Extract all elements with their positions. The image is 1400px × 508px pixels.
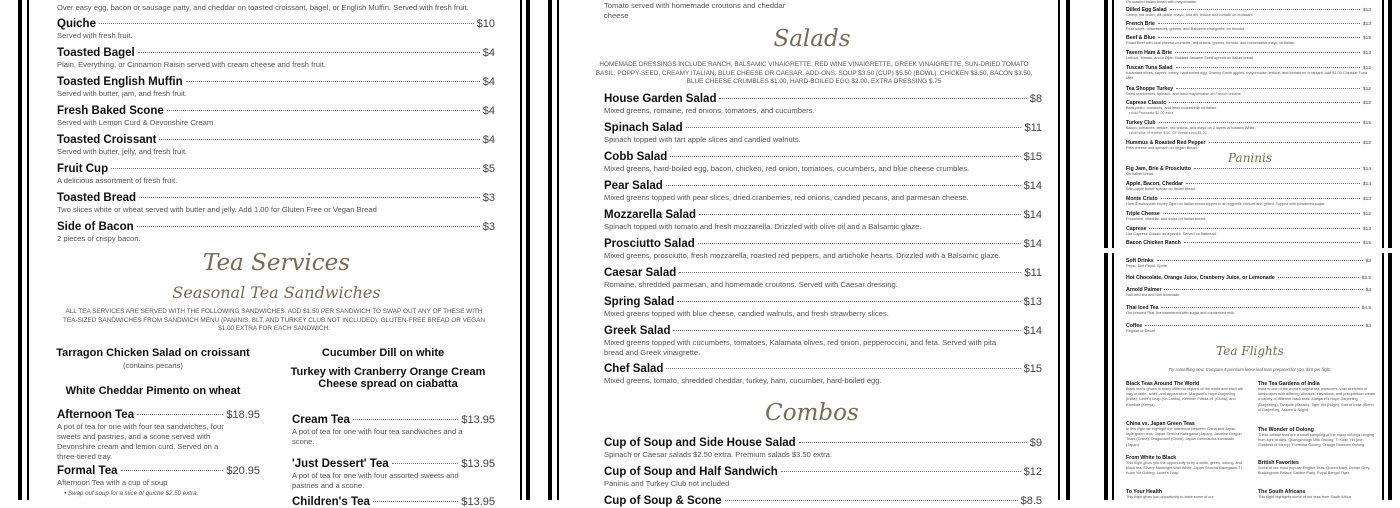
flight-description: This flight highlights some of our teas from South Africa <box>1258 495 1351 499</box>
item-price: $15 <box>1362 36 1371 41</box>
item-description: Served with fresh fruit. <box>57 31 133 40</box>
item-price: $13 <box>1023 296 1042 308</box>
item-name: Soft Drinks <box>1126 258 1154 264</box>
menu-page-sandwiches <box>1118 0 1382 248</box>
dot-leader <box>673 330 1020 331</box>
sandwich-caprese-classic <box>1126 100 1371 115</box>
sandwich-name: Cucumber Dill on white <box>321 347 445 359</box>
combo-soup-half-sandwich <box>604 466 1042 489</box>
dot-leader <box>1149 228 1360 229</box>
dot-leader <box>1161 198 1360 199</box>
salad-house-garden <box>604 93 1042 116</box>
item-name: House Garden Salad <box>604 93 717 105</box>
item-name: Triple Cheese <box>1126 211 1160 217</box>
dot-leader <box>677 301 1020 302</box>
item-description: Mixed greens, romaine, red onions, tomatoes, and cucumbers. <box>604 106 815 115</box>
flight-name: Black Teas Around The World <box>1126 381 1200 387</box>
item-description: Mixed greens, prosciutto, fresh mozzarella, roasted red peppers, and artichoke hearts. Drizzled with a Balsamic glaze. <box>604 251 1001 260</box>
item-description: Ham & swiss with Honey Dijon on Italian bread dipped in an egg/milk mixture and grilled. Topped with powdered sugar. <box>1126 202 1326 206</box>
item-description: Our brewed Thai Tea sweetened with sugar and condensed milk. <box>1126 311 1235 315</box>
item-name: Monte Cristo <box>1126 196 1158 202</box>
item-description: 2 pieces of crispy bacon. <box>57 234 141 243</box>
item-name: Spinach Salad <box>604 122 683 134</box>
flights-note: Try something new. Compare 4 premium loose leaf teas prepared for you. $10 per flight. <box>1168 367 1332 372</box>
dot-leader <box>159 139 479 140</box>
flight-black-teas <box>1126 381 1244 408</box>
dot-leader <box>1184 242 1360 243</box>
item-price: $14 <box>1362 167 1371 172</box>
item-price: $3 <box>1365 259 1371 264</box>
item-price: $4.5 <box>1361 306 1371 311</box>
menu-item-toasted-bagel <box>57 47 495 70</box>
item-price: $13.95 <box>461 496 495 508</box>
item-description: Paninis and Turkey Club not included <box>604 479 730 488</box>
item-name: Dilled Egg Salad <box>1126 7 1167 13</box>
dot-leader <box>1278 277 1359 278</box>
item-name: French Brie <box>1126 21 1155 27</box>
item-price: $12 <box>1362 101 1371 106</box>
item-price: $15 <box>1362 241 1371 246</box>
flight-name: To Your Health <box>1126 489 1163 495</box>
sandwich-name: Tarragon Chicken Salad on croissant <box>56 347 250 359</box>
item-name: Toasted Bread <box>57 192 137 204</box>
item-description: Our Caprese Classic as a panini. Served on flatbread. <box>1126 232 1217 236</box>
tea-service-just-dessert <box>292 458 495 491</box>
item-description: Two slices white or wheat served with butter and jelly. Add 1.00 for Gluten Free or Vegan Bread <box>57 205 377 214</box>
section-title-paninis: Paninis <box>1228 151 1272 165</box>
item-price: $4 <box>482 47 495 59</box>
flight-description: In this flight we highlight the difference between China and Japan style green teas. Japan Sencha Kakegawa (Japan), Jasmine Dragon Tears (China), Dragonwell (China), Japan Genmaicha Yamasaki (Japan). <box>1126 427 1242 447</box>
dot-leader <box>1194 168 1360 169</box>
item-description: A pot of tea for one with four assorted sweets and pastries and a scone. <box>292 471 459 490</box>
item-name: Tea Shoppe Turkey <box>1126 86 1174 92</box>
dot-leader <box>1158 23 1360 24</box>
panini-caprese <box>1126 226 1371 237</box>
item-name: Turkey Club <box>1126 120 1156 126</box>
item-name: Tuscan Tuna Salad <box>1126 65 1173 71</box>
item-name: Children's Tea <box>292 496 370 508</box>
item-price: $15 <box>1023 363 1042 375</box>
sandwich-name: Turkey with Cranberry Orange Cream Cheese spread on ciabatta <box>290 366 486 390</box>
flight-name: The Tea Gardens of India <box>1258 381 1320 387</box>
salads-note: HOMEMADE DRESSINGS INCLUDE RANCH, BALSAMIC VINAIGRETTE, RED WINE VINAIGRETTE, GREEK VINAIGRETTE, SUN-DRIED TOMATO BASIL, POPPY-SEED, CREAMY ITALIAN, BLUE CHEESE OR CAESAR. ADD-ONS: SOUP $3.50 (CUP) $5.50 (BOWL). CHICKEN $3.50, BACON $3.50, BLUE CHEESE CRUMBLES $1.00, HARD-BOILED EGG $2.00, EXTRA DRESSING $.75 <box>595 61 1033 85</box>
item-price: $4 <box>482 76 495 88</box>
item-description: Basil pesto, tomatoes, and fresh mozzarella on Italian. <box>1126 106 1218 110</box>
item-name: Bacon Chicken Ranch <box>1126 240 1181 246</box>
item-description: Kalamata olives, capers, celery, hard boiled egg, Granny Smith apples, mayonnaise, lettuce, and tomato on croissant. Add $1.00 Cheddar Tuna Melt <box>1126 71 1367 80</box>
item-description: A delicious assortment of fresh fruit. <box>57 176 178 185</box>
item-name: Toasted Bagel <box>57 47 135 59</box>
flight-name: China vs. Japan Green Teas <box>1126 421 1195 427</box>
item-description: Mixed greens topped with cucumbers, tomatoes, Kalamata olives, red onion, pepperoccini, and feta. Served with pita bread and Greek vinaigrette. <box>604 338 997 357</box>
item-name: Fruit Cup <box>57 163 109 175</box>
item-description: Romaine, shredded parmesan, and homemade croutons. Served with Caesar dressing. <box>604 280 898 289</box>
item-price: $13 <box>1362 51 1371 56</box>
salad-pear <box>604 180 1042 203</box>
dot-leader <box>1159 122 1360 123</box>
item-subnote: • Add slice of cheese $.50. GF Bread extra $1.00 <box>1129 131 1207 135</box>
flight-description: India is one of the world's largest tea producers, vast stretches of landscapes with differing climates, elevations, and precipitation create a variety of different black teas. Margaret's Hope Darjeeling (Darjeeling), Tarajulie (Assam), Tiger Hill (Nilgiri), Star of India (Blend of Darjeeling, Assam & Nilgiri) <box>1258 387 1376 412</box>
drink-hot-chocolate-juice <box>1126 275 1371 281</box>
dot-leader <box>137 414 223 415</box>
item-description: Pear slices, strawberries, greens, and Balsamic vinaigrette, on brioche. <box>1126 27 1246 31</box>
menu-item <box>57 2 495 13</box>
sandwich-french-brie <box>1126 21 1371 32</box>
dot-leader <box>1145 325 1363 326</box>
item-description: Mixed greens topped with pear slices, dried cranberries, red onions, candied pecans, and parmesan cheese. <box>604 193 969 202</box>
item-name: Quiche <box>57 18 96 30</box>
item-name: Fig Jam, Brie & Prosciutto <box>1126 166 1191 172</box>
section-title-combos: Combos <box>765 400 859 426</box>
dot-leader <box>1158 37 1360 38</box>
panini-monte-cristo <box>1126 196 1371 207</box>
menu-item-toasted-bread <box>57 192 495 215</box>
dot-leader <box>138 52 480 53</box>
item-price: $3 <box>482 192 495 204</box>
menu-page-breakfast-tea <box>33 0 520 508</box>
menu-item-scone <box>57 105 495 128</box>
item-description: Dried cranberries, spinach, and basil mayonnaise on French brioche. <box>1126 92 1242 96</box>
dot-leader <box>99 23 474 24</box>
item-description: On Italian bread. <box>1126 172 1155 176</box>
flight-china-japan-green <box>1126 421 1244 448</box>
dot-leader <box>1209 142 1360 143</box>
dot-leader <box>1170 9 1360 10</box>
item-price: $18.95 <box>226 409 260 421</box>
flight-tea-gardens-india <box>1258 381 1376 413</box>
item-name: Coffee <box>1126 323 1143 329</box>
menu-item-quiche <box>57 18 495 41</box>
salad-cobb <box>604 151 1042 174</box>
sandwich-turkey-cranberry <box>283 366 493 390</box>
panini-bacon-chicken-ranch <box>1126 240 1371 246</box>
dot-leader <box>1164 289 1362 290</box>
flight-description: This flight gives you opportunity to taste some of our <box>1126 495 1214 499</box>
dot-leader <box>719 98 1026 99</box>
menu-item-croissant <box>57 134 495 157</box>
item-name: Cup of Soup and Half Sandwich <box>604 466 778 478</box>
dot-leader <box>1176 67 1360 68</box>
section-title-salads: Salads <box>773 26 851 52</box>
item-description: Feta cheese and spinach on Vegan Bread. <box>1126 146 1198 150</box>
section-title-tea-services: Tea Services <box>202 250 351 276</box>
salad-spring <box>604 296 1042 319</box>
tea-service-formal <box>57 465 260 499</box>
dot-leader <box>666 368 1020 369</box>
item-price: $4 <box>482 105 495 117</box>
item-price: $14 <box>1023 180 1042 192</box>
item-name: Chef Salad <box>604 363 664 375</box>
sandwich-beef-blue <box>1126 35 1371 46</box>
dot-leader <box>111 168 480 169</box>
dot-leader <box>666 185 1021 186</box>
panini-apple-bacon <box>1126 181 1371 192</box>
item-description: Roast Beef with blue cheese crumbles, red onions, greens, tomato, and horseradish mayo on Italian. <box>1126 41 1296 45</box>
flight-wonder-oolong <box>1258 427 1376 449</box>
item-name: Apple, Bacon, Cheddar <box>1126 181 1184 187</box>
menu-item-bacon <box>57 221 495 244</box>
item-description: Spinach topped with tomato and fresh mozzarella. Drizzled with olive oil and a Balsamic glaze. <box>604 222 922 231</box>
sandwich-tail <box>1126 0 1371 5</box>
item-description: Provolone, cheddar, and swiss on Italian bread. <box>1126 217 1206 221</box>
item-price: $5 <box>482 163 495 175</box>
item-description: Regular or Decaf <box>1126 329 1155 333</box>
sandwich-cucumber-dill <box>283 347 483 359</box>
dot-leader <box>699 214 1021 215</box>
flight-name: The South Africans <box>1258 489 1306 495</box>
salad-greek <box>604 325 1042 358</box>
item-name: Pear Salad <box>604 180 663 192</box>
sandwich-tea-shoppe-turkey <box>1126 86 1371 97</box>
item-description: With apple butter spread on Italian bread. <box>1126 187 1196 191</box>
drink-arnold-palmer <box>1126 287 1371 298</box>
sandwich-name: White Cheddar Pimento on wheat <box>65 385 241 397</box>
dot-leader <box>686 127 1022 128</box>
item-price: $13 <box>1362 197 1371 202</box>
dot-leader <box>799 442 1027 443</box>
item-name: Spring Salad <box>604 296 675 308</box>
dot-leader <box>679 272 1021 273</box>
menu-item-english-muffin <box>57 76 495 99</box>
item-description: Mixed greens topped with blue cheese, candied walnuts, and fresh strawberry slices. <box>604 309 889 318</box>
tea-service-afternoon <box>57 409 260 462</box>
item-price: $12 <box>1362 212 1371 217</box>
item-price: $10 <box>476 18 495 30</box>
item-price: $13 <box>1362 227 1371 232</box>
flight-british-favorites <box>1258 460 1376 476</box>
item-description: Celery, red onion, dill pickle, mayo, and dill, lettuce and tomato on croissant. <box>1126 13 1254 17</box>
item-description: On toasted Italian bread with mayonnaise. <box>1126 0 1197 4</box>
sandwich-tuscan-tuna <box>1126 65 1371 81</box>
item-price: $11 <box>1024 122 1042 134</box>
item-name: Caesar Salad <box>604 267 677 279</box>
item-price: $20.95 <box>226 465 260 477</box>
item-description: Bacon, tomatoes, lettuce, red onions, and mayo on 3 layers of toasted White. <box>1126 126 1256 130</box>
item-price: $3 <box>482 221 495 233</box>
item-price: $13 <box>1362 22 1371 27</box>
item-subnote: • Add Prosciutto $2.00 extra <box>1129 111 1174 115</box>
dot-leader <box>137 226 480 227</box>
panini-triple-cheese <box>1126 211 1371 222</box>
soup-tail <box>604 0 804 21</box>
sandwich-note: (contains pecans) <box>123 361 183 370</box>
item-price: $12 <box>1023 466 1042 478</box>
salad-mozzarella <box>604 209 1042 232</box>
item-description: Served with butter, jelly, and fresh fruit. <box>57 147 188 156</box>
item-price: $12 <box>1362 87 1371 92</box>
salad-prosciutto <box>604 238 1042 261</box>
sandwich-hummus <box>1126 140 1371 151</box>
salad-chef <box>604 363 1042 386</box>
item-description: Served with butter, jam, and fresh fruit. <box>57 89 187 98</box>
sandwich-tavern-ham <box>1126 50 1371 61</box>
dot-leader <box>1175 52 1360 53</box>
item-description: Served with Lemon Curd & Devonshire Cream <box>57 118 214 127</box>
sandwich-white-cheddar <box>53 385 253 397</box>
item-name: Caprese Classic <box>1126 100 1167 106</box>
sandwich-tarragon-chicken <box>53 347 253 370</box>
dot-leader <box>121 470 224 471</box>
menu-page-salads-combos <box>566 0 1058 507</box>
item-description: Spinach or Caesar salads $2.50 extra. Premium salads $3.50 extra. <box>604 450 832 459</box>
item-description: Afternoon Tea with a cup of soup <box>57 478 168 487</box>
item-price: $12 <box>1362 141 1371 146</box>
drink-soft-drinks <box>1126 258 1371 269</box>
section-title-tea-flights: Tea Flights <box>1216 344 1284 358</box>
item-description: Mixed greens, hard-boiled egg, bacon, chicken, red onion, tomatoes, cucumbers, and blue cheese crumbles. <box>604 164 970 173</box>
item-description: Tomato served with homemade croutons and cheddar cheese <box>604 1 786 20</box>
dot-leader <box>1169 102 1360 103</box>
item-price: $8.5 <box>1020 495 1042 507</box>
item-name: Beef & Blue <box>1126 35 1156 41</box>
item-name: 'Just Dessert' Tea <box>292 458 389 470</box>
item-price: $13.95 <box>461 414 495 426</box>
dot-leader <box>353 419 458 420</box>
menu-item-fruit-cup <box>57 163 495 186</box>
item-price: $3.5 <box>1361 276 1371 281</box>
item-description: Over easy egg, bacon or sausage patty, and cheddar on toasted croissant, bagel, or English Muffin. Served with fresh fruit. <box>57 3 469 12</box>
flight-description: These artisan teas are a small sampling of the many oolongs ranging from light to dark. Quangzhough Milk Oolong, Ti Kuan Yin (Iron Goddess of Mercy), Formosa Oolong, Orange Blossom Oolong. <box>1258 433 1375 448</box>
item-subnote: • Swap out soup for a slice of quiche $2.50 extra. <box>64 490 199 497</box>
flight-name: From White to Black <box>1126 455 1177 461</box>
item-price: $11 <box>1024 267 1042 279</box>
dot-leader <box>186 81 480 82</box>
item-name: Cup of Soup & Scone <box>604 495 722 507</box>
item-price: $4 <box>482 134 495 146</box>
item-price: $15 <box>1023 151 1042 163</box>
item-name: Cup of Soup and Side House Salad <box>604 437 796 449</box>
flight-name: British Favorites <box>1258 460 1299 466</box>
item-name: Afternoon Tea <box>57 409 135 421</box>
item-price: $12 <box>1362 66 1371 71</box>
item-price: $13.95 <box>461 458 495 470</box>
item-price: $14 <box>1362 182 1371 187</box>
item-description: Pepsi, Diet Pepsi, Sprite <box>1126 264 1167 268</box>
dot-leader <box>1163 213 1360 214</box>
item-name: Toasted Croissant <box>57 134 157 146</box>
item-price: $14 <box>1023 238 1042 250</box>
item-name: Cream Tea <box>292 414 350 426</box>
item-name: Thai Iced Tea <box>1126 305 1159 311</box>
dot-leader <box>781 471 1021 472</box>
section-subtitle-seasonal-sandwiches: Seasonal Tea Sandwiches <box>172 283 381 302</box>
tea-service-cream <box>292 414 495 447</box>
flight-to-your-health <box>1126 489 1244 500</box>
combo-soup-salad <box>604 437 1042 460</box>
item-name: Tavern Ham & Brie <box>1126 50 1173 56</box>
salad-spinach <box>604 122 1042 145</box>
item-description: Mixed greens, tomato, shredded cheddar, turkey, ham, cucumber, hard-boiled egg. <box>604 376 882 385</box>
item-description: Half iced tea and half lemonade <box>1126 293 1180 297</box>
item-price: $14 <box>1023 325 1042 337</box>
item-price: $3 <box>1365 324 1371 329</box>
sandwich-turkey-club <box>1126 120 1371 135</box>
sandwich-dilled-egg <box>1126 7 1371 18</box>
dot-leader <box>373 501 458 502</box>
flight-south-africans <box>1258 489 1376 500</box>
dot-leader <box>698 243 1021 244</box>
dot-leader <box>670 156 1020 157</box>
item-price: $8 <box>1029 93 1042 105</box>
item-name: Prosciutto Salad <box>604 238 695 250</box>
item-name: Side of Bacon <box>57 221 134 233</box>
item-name: Greek Salad <box>604 325 671 337</box>
sandwiches-note: ALL TEA SERVICES ARE SERVED WITH THE FOLLOWING SANDWICHES. ADD $1.50 PER SANDWICH TO SWAP OUT ANY OF THESE WITH TEA-SIZED SANDWICHES FROM SANDWICH MENU (PANINIS, BLT, AND TURKEY CLUB NOT INCLUDED). GLUTEN-FREE BREAD OR VEGAN $1.00 EXTRA FOR EACH SANDWICH. <box>63 308 485 332</box>
item-price: $4 <box>1365 288 1371 293</box>
item-price: $9 <box>1029 437 1042 449</box>
item-name: Fresh Baked Scone <box>57 105 164 117</box>
item-description: Lettuce, tomato, and a Dijon Mustard Sesame Seed spread on Italian bread. <box>1126 56 1255 60</box>
item-name: Hummus & Roasted Red Pepper <box>1126 140 1206 146</box>
flight-description: This flight gives you the opportunity to try a white, green, oolong, and black tea. Silvery Moonlight Wild White, Japan Sencha Kakegawa, Ti Kuan Yin Oolong, Lover's Leap. <box>1126 461 1242 476</box>
item-description: A pot of tea for one with four tea sandwiches, four sweets and pastries, and a scone served with Devonshire cream and lemon curd. Served on a three-tiered tray. <box>57 422 224 461</box>
panini-fig-jam <box>1126 166 1371 177</box>
item-name: Toasted English Muffin <box>57 76 183 88</box>
combo-soup-scone <box>604 495 1042 507</box>
drink-thai-iced-tea <box>1126 305 1371 316</box>
item-name: Formal Tea <box>57 465 118 477</box>
item-price: $14 <box>1023 209 1042 221</box>
item-price: $15 <box>1362 121 1371 126</box>
dot-leader <box>139 197 480 198</box>
dot-leader <box>725 500 1018 501</box>
drink-coffee <box>1126 323 1371 334</box>
dot-leader <box>1186 183 1360 184</box>
item-description: A pot of tea for one with four tea sandwiches and a scone. <box>292 427 463 446</box>
tea-service-childrens <box>292 496 495 508</box>
dot-leader <box>1176 88 1360 89</box>
item-description: Plain, Everything, or Cinnamon Raisin served with cream cheese and fresh fruit. <box>57 60 326 69</box>
menu-page-drinks-flights <box>1118 253 1382 500</box>
item-name: Cobb Salad <box>604 151 668 163</box>
flight-description: Some of our most popular English Teas. Queen Mary, Dorian Grey, Buckingham Palace Garden Party, Royal Bengal Tiger. <box>1258 466 1371 476</box>
flight-description: Black tea is grown in many different regions of the world and each will vary in taste, smell, and appearance. Margaret's Hope Darjeeling (India), Lover's Leap (Sri Lanka), Keemun Panda #1 (China), and Kambaa (Kenya). <box>1126 387 1244 407</box>
flight-white-to-black <box>1126 455 1244 477</box>
dot-leader <box>392 463 459 464</box>
item-name: Arnold Palmer <box>1126 287 1162 293</box>
salad-caesar <box>604 267 1042 290</box>
item-description: Spinach topped with tart apple slices and candied walnuts. <box>604 135 801 144</box>
flight-name: The Wonder of Oolong <box>1258 427 1314 433</box>
item-price: $13 <box>1362 8 1371 13</box>
item-name: Caprese <box>1126 226 1147 232</box>
item-name: Hot Chocolate, Orange Juice, Cranberry Juice, or Lemonade <box>1126 275 1275 281</box>
dot-leader <box>1161 307 1358 308</box>
item-name: Mozzarella Salad <box>604 209 697 221</box>
dot-leader <box>167 110 480 111</box>
dot-leader <box>1157 260 1363 261</box>
